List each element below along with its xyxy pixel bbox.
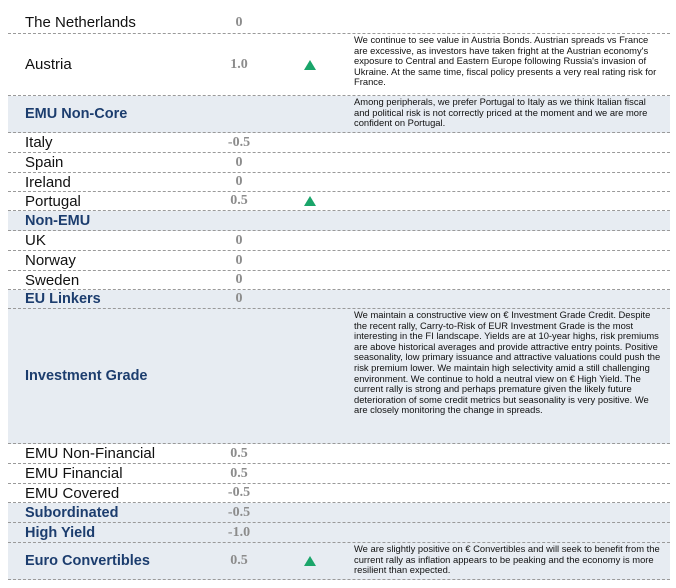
row-label: Italy [25, 134, 53, 151]
table-row [8, 34, 670, 96]
up-arrow-icon [298, 543, 322, 579]
row-label: Euro Convertibles [25, 553, 150, 569]
row-score [213, 309, 265, 443]
section-header-row [8, 503, 670, 523]
up-arrow-icon [298, 34, 322, 95]
allocation-table [8, 12, 670, 580]
table-row [8, 12, 670, 34]
row-label: Subordinated [25, 504, 119, 521]
row-score: -0.5 [227, 485, 251, 500]
row-score [213, 96, 265, 132]
row-comment: We maintain a constructive view on € Investment Grade Credit. Despite the recent rally, Carry-to-Risk of EUR Investment Grade is the most interesting in the FI landscape. Yields are at 10-year highs, risk premiums are above historical averages and provide attractive entry points. Positive seasonality, low primary issuance and attractive valuations could push the risk premium lower. We maintain high selectivity amid a still challenging environment. We continue to hold a neutral view on € High Yield. The current rally is strong and perhaps premature given the likely future deterioration of some credit metrics but seasonality is very positive. We are closely monitoring the change in spreads. [354, 309, 661, 416]
row-label: Portugal [25, 192, 81, 210]
section-header-row [8, 309, 670, 444]
row-score: 0 [235, 291, 243, 306]
row-label: The Netherlands [25, 14, 136, 31]
row-label: Non-EMU [25, 212, 91, 229]
row-score: 1.0 [230, 56, 248, 72]
table-row [8, 464, 670, 484]
table-row [8, 484, 670, 503]
row-score: 0 [235, 154, 243, 170]
row-label: EMU Financial [25, 465, 123, 482]
row-label: EU Linkers [25, 291, 101, 307]
section-header-row [8, 523, 670, 543]
row-score: 0 [235, 232, 243, 248]
row-comment: We are slightly positive on € Convertibles and will seek to benefit from the current rally as inflation appears to be peaking and the economy is more resilient than expected. [354, 543, 660, 576]
section-header-row [8, 211, 670, 231]
row-label: Norway [25, 252, 76, 269]
up-arrow-icon [298, 192, 322, 210]
row-score: 0.5 [230, 465, 248, 481]
table-row [8, 192, 670, 211]
row-label: EMU Non-Core [25, 106, 128, 122]
row-score: 0 [235, 14, 243, 30]
section-header-row [8, 290, 670, 309]
row-score: 0 [235, 272, 243, 287]
row-score: 0.5 [230, 193, 248, 208]
row-score [213, 211, 265, 230]
table-row [8, 153, 670, 173]
row-score: 0 [235, 174, 243, 189]
row-label: Sweden [25, 271, 80, 289]
row-comment: We continue to see value in Austria Bonds. Austrian spreads vs France are excessive, as investors have taken fright at the Austrian economy's exposure to Central and Eastern Europe following Russia's invasion of Ukraine. At the same time, fiscal policy presents a very real rating risk for France. [354, 34, 657, 88]
row-score: -1.0 [227, 524, 251, 540]
row-score: -0.5 [227, 504, 251, 520]
row-score: 0.5 [230, 445, 248, 461]
row-label: Investment Grade [25, 368, 148, 384]
table-row [8, 231, 670, 251]
row-score: 0 [235, 252, 243, 268]
row-label: EMU Covered [25, 484, 120, 502]
row-label: EMU Non-Financial [25, 445, 156, 462]
table-row [8, 173, 670, 192]
section-header-row [8, 543, 670, 580]
row-label: Spain [25, 154, 64, 171]
table-row [8, 444, 670, 464]
row-label: High Yield [25, 524, 96, 541]
table-row [8, 271, 670, 290]
row-label: UK [25, 232, 46, 249]
row-label: Ireland [25, 173, 71, 191]
row-label: Austria [25, 56, 72, 73]
row-score: 0.5 [230, 553, 248, 568]
section-header-row [8, 96, 670, 133]
row-score: -0.5 [227, 134, 251, 150]
row-comment: Among peripherals, we prefer Portugal to Italy as we think Italian fiscal and political risk is not correctly priced at the moment and we are more confident on Portugal. [354, 96, 648, 129]
table-row [8, 251, 670, 271]
table-row [8, 133, 670, 153]
